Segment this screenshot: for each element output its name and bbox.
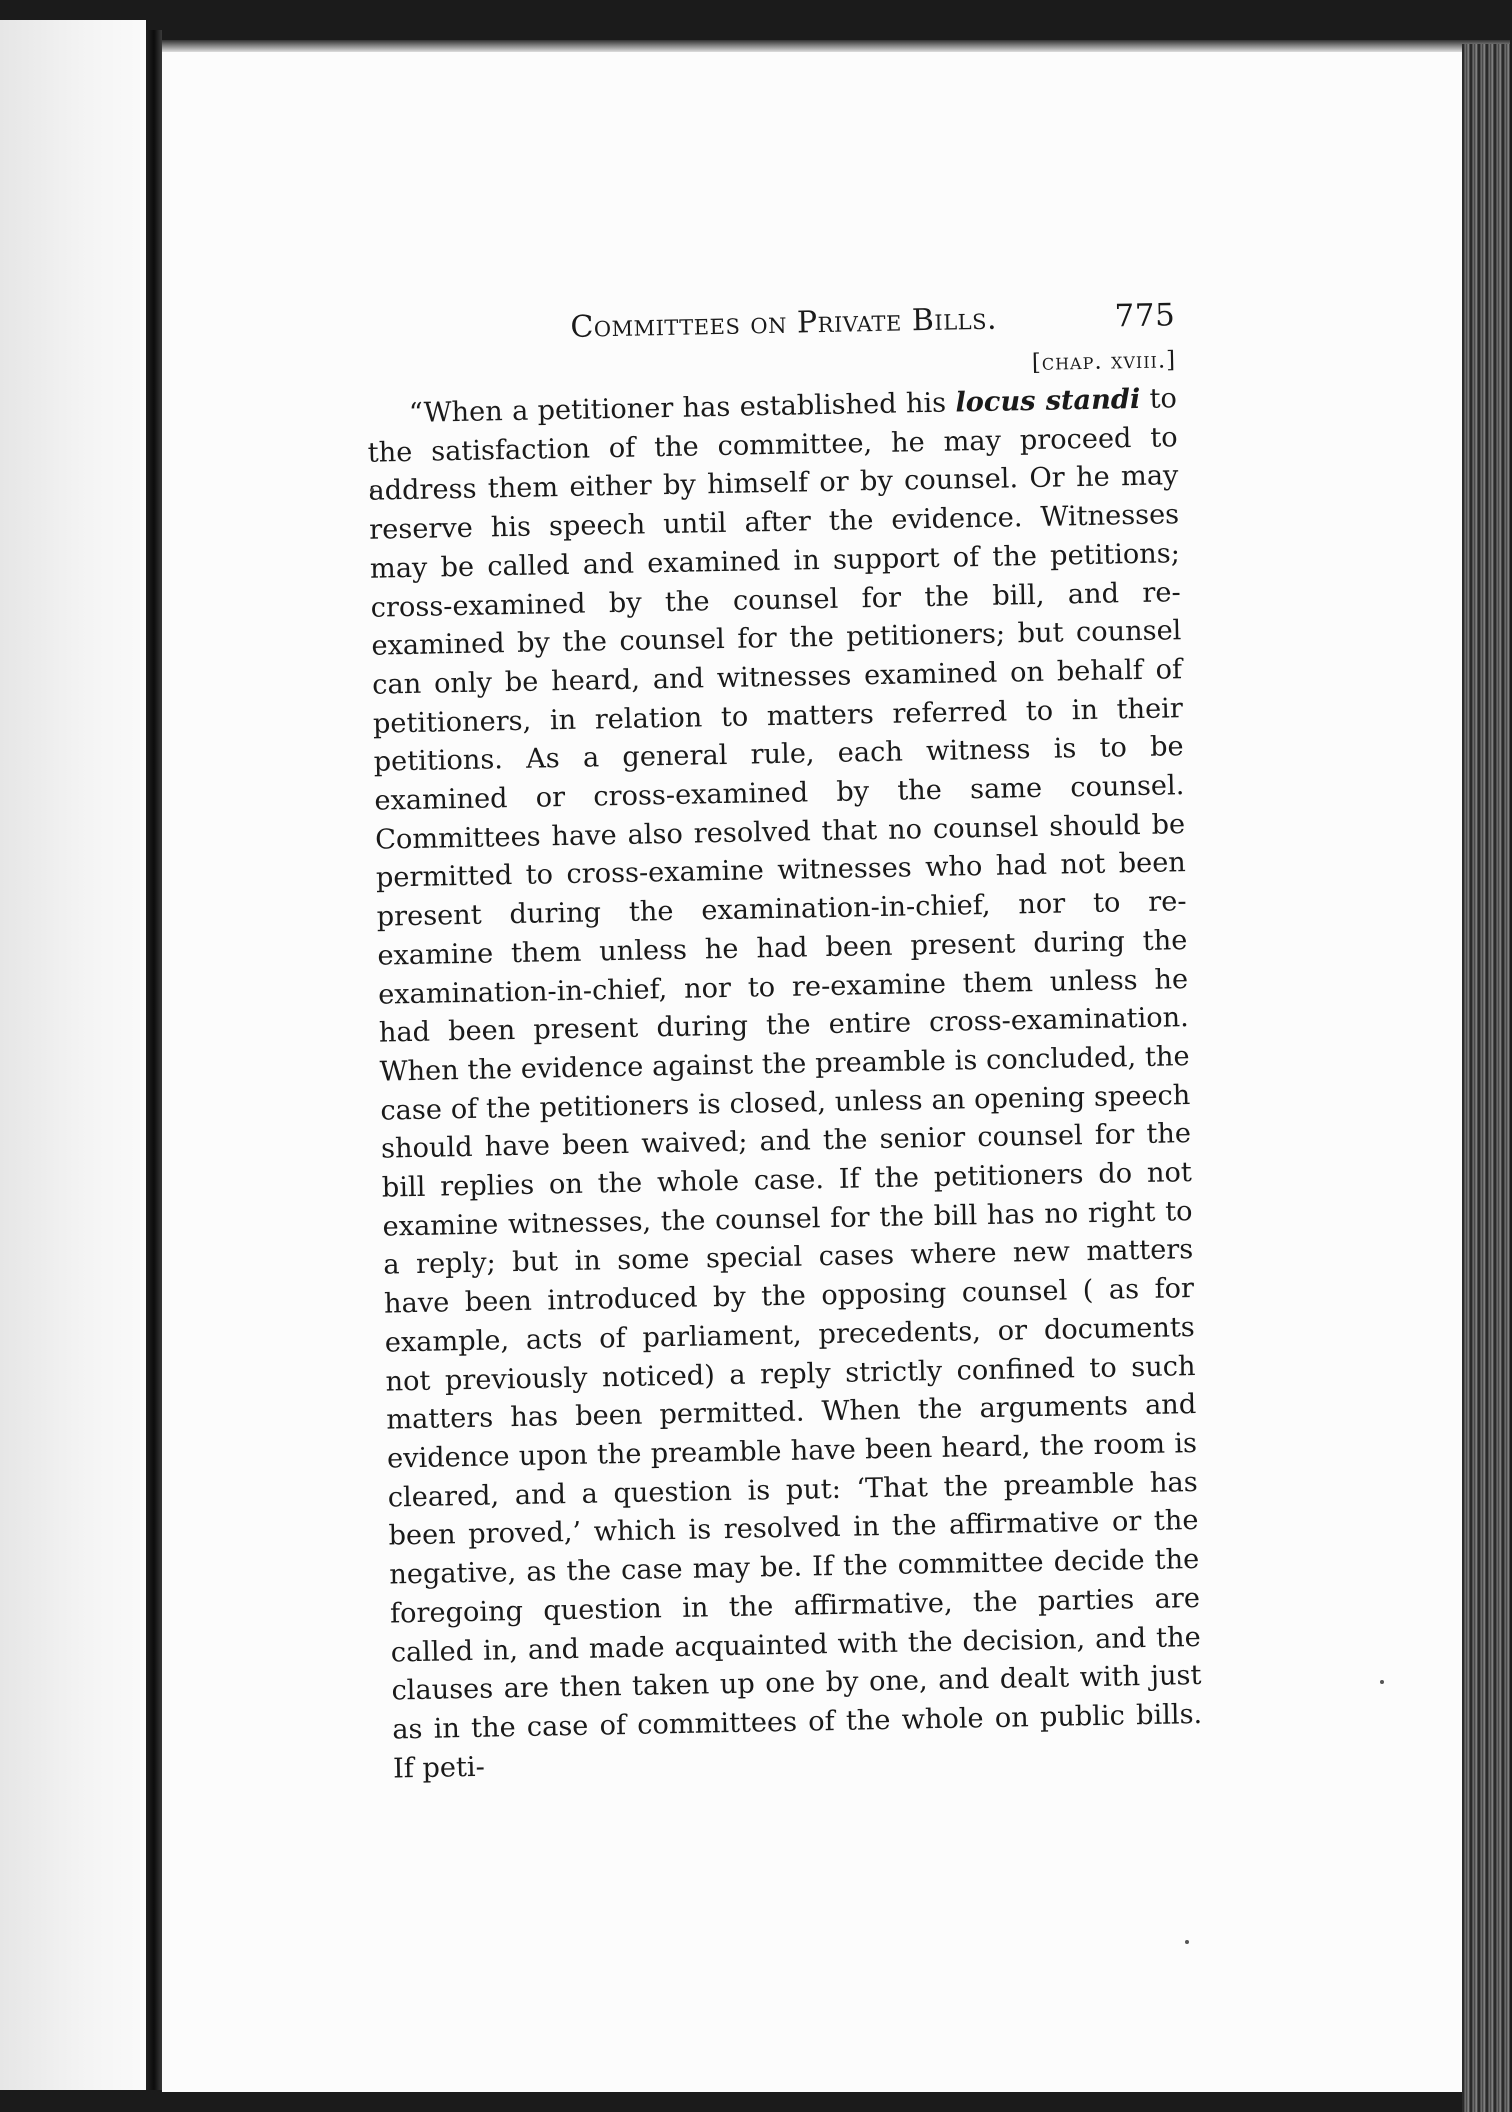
page-top-edge (162, 40, 1510, 52)
book-gutter (146, 30, 162, 2090)
text-block (365, 297, 1203, 1789)
body-text-italic: locus standi (955, 382, 1141, 419)
left-page (0, 20, 146, 2090)
body-text-part1: “When a petitioner has established his (408, 387, 956, 429)
body-paragraph (367, 379, 1204, 1789)
page-number: 775 (1114, 297, 1176, 335)
speck-mark (1185, 1940, 1189, 1944)
body-text-part2: to the satisfaction of the committee, he may proceed to address them either by himself or by counsel. Or he may reserve his speech until after the evidence. Witnesses may be called and examined in support of the petitions; cross-examined by the counsel for the bill, and re-examined by the counsel for the petitioners; but counsel can only be heard, and witnesses examined on behalf of petitioners, in relation to matters referred to in their petitions. As a general rule, each witness is to be examined or cross-examined by the same counsel. Committees have also resolved that no counsel should be permitted to cross-examine witnesses who had not been present during the examination-in-chief, nor to re-examine them unless he had been present during the examination-in-chief, nor to re-examine them unless he had been present during the entire cross-examination. When the evidence against the preamble is concluded, the case of the petitioners is closed, unless an opening speech should have been waived; and the senior counsel for the bill replies on the whole case. If the petitioners do not examine witnesses, the counsel for the bill has no right to a reply; but in some special cases where new matters have been introduced by the opposing counsel ( as for example, acts of parliament, precedents, or documents not previously noticed) a reply strictly confined to such matters has been permitted. When the arguments and evidence upon the preamble have been heard, the room is cleared, and a question is put: ‘That the preamble has been proved,’ which is resolved in the affirmative or the negative, as the case may be. If the committee decide the foregoing question in the affirmative, the parties are called in, and made acquainted with the decision, and the clauses are then taken up one by one, and dealt with just as in the case of committees of the whole on public bills. If peti- (367, 383, 1203, 1785)
chapter-reference: [chap. xviii.] (1031, 347, 1177, 376)
speck-mark (1380, 1680, 1384, 1684)
header-title: Committees on Private Bills. (570, 301, 998, 345)
page-edges (1462, 44, 1510, 2112)
